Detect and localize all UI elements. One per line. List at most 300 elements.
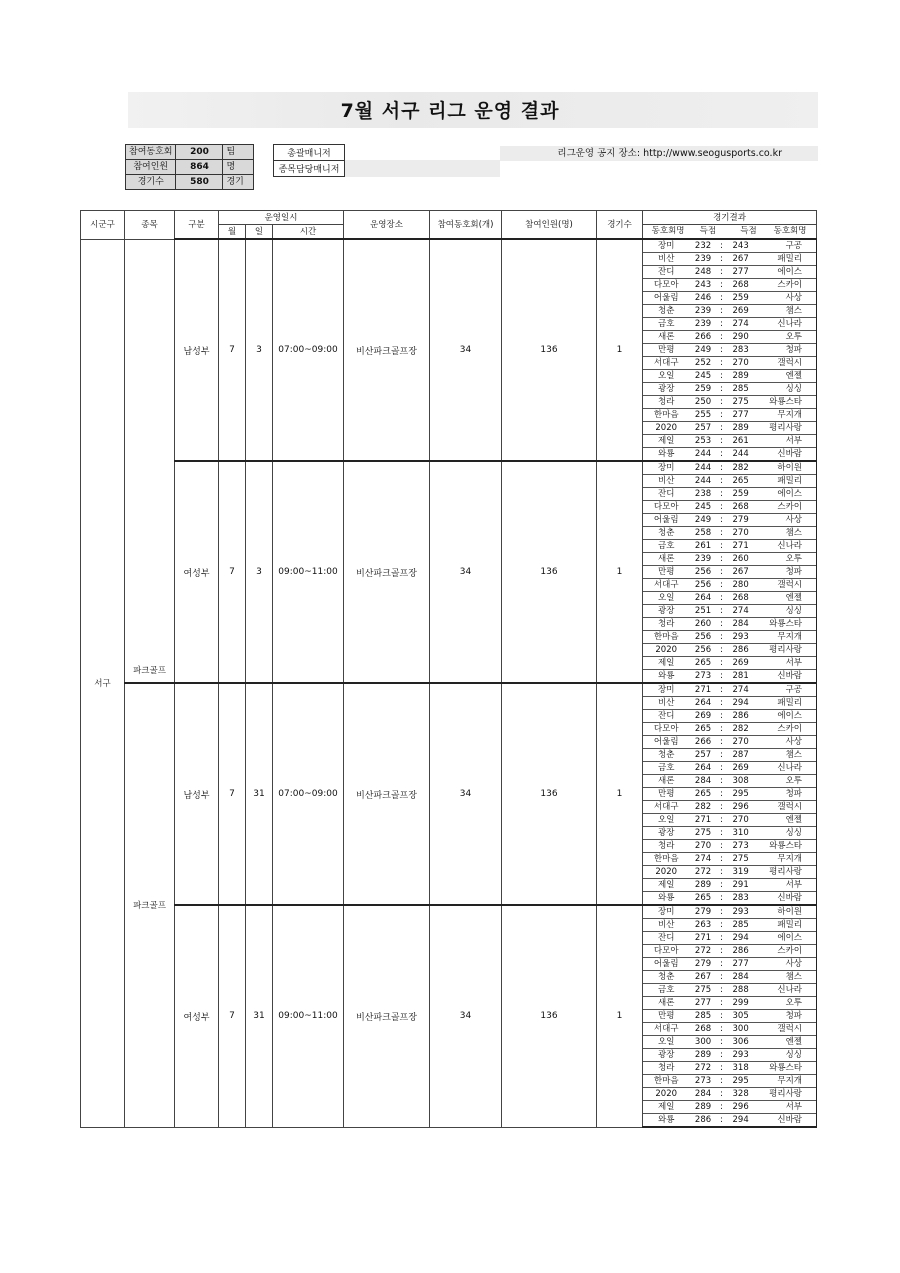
club-a-name: 광장 xyxy=(643,605,689,618)
score-separator: : xyxy=(717,370,727,383)
club-b-score: 274 xyxy=(726,318,755,331)
result-cell xyxy=(643,239,817,461)
club-b-score: 260 xyxy=(726,553,755,566)
club-a-score: 266 xyxy=(689,736,716,749)
result-row xyxy=(643,566,816,579)
club-b-score: 293 xyxy=(726,631,755,644)
club-a-name: 청춘 xyxy=(643,305,689,318)
club-a-name: 와룡 xyxy=(658,448,675,459)
sport-cell: 파크골프 xyxy=(125,239,175,683)
club-b-score: 280 xyxy=(726,579,755,592)
clubs-count-cell: 34 xyxy=(430,239,502,461)
club-b-name: 서부 xyxy=(755,1101,816,1114)
club-b-name: 하이원 xyxy=(755,906,816,919)
club-a-score: 251 xyxy=(689,605,716,618)
general-manager-label: 총괄매니저 xyxy=(274,145,345,161)
club-a-name: 서대구 xyxy=(643,357,689,370)
result-row xyxy=(643,853,816,866)
result-subheader xyxy=(643,226,816,238)
club-b-name: 청파 xyxy=(755,788,816,801)
people-count-cell: 136 xyxy=(502,683,597,905)
score-separator: : xyxy=(717,644,727,657)
result-row xyxy=(643,1023,816,1036)
club-b-score: 293 xyxy=(726,906,755,919)
header-day: 일 xyxy=(246,225,273,240)
result-row xyxy=(643,448,816,461)
club-a-name: 2020 xyxy=(643,1088,689,1101)
score-separator: : xyxy=(717,1075,727,1088)
score-separator: : xyxy=(717,514,727,527)
club-b-score: 270 xyxy=(726,527,755,540)
club-b-score: 277 xyxy=(726,266,755,279)
club-a-score: 274 xyxy=(689,853,716,866)
club-b-score: 282 xyxy=(726,462,755,475)
score-separator: : xyxy=(717,488,727,501)
score-separator: : xyxy=(717,279,727,292)
club-a-score: 256 xyxy=(689,631,716,644)
club-a-score: 272 xyxy=(689,1062,716,1075)
club-a-score: 275 xyxy=(689,827,716,840)
score-separator: : xyxy=(717,853,727,866)
club-b-score: 305 xyxy=(726,1010,755,1023)
day-cell: 31 xyxy=(246,683,273,905)
result-row xyxy=(643,553,816,566)
result-row xyxy=(643,644,816,657)
result-row xyxy=(643,435,816,448)
club-b-score: 295 xyxy=(726,788,755,801)
score-separator: : xyxy=(717,801,727,814)
score-separator: : xyxy=(717,945,727,958)
club-a-score: 265 xyxy=(689,657,716,670)
club-a-score: 265 xyxy=(689,788,716,801)
summary-value: 864 xyxy=(176,160,223,175)
time-cell: 07:00~09:00 xyxy=(273,683,344,905)
score-separator: : xyxy=(717,1036,727,1049)
club-a-name: 다모아 xyxy=(643,945,689,958)
club-b-score: 290 xyxy=(726,331,755,344)
score-separator: : xyxy=(717,579,727,592)
score-separator: : xyxy=(719,670,723,681)
header-sport: 종목 xyxy=(125,211,175,240)
club-a-score: 279 xyxy=(689,906,716,919)
club-b-name: 신바람 xyxy=(777,1114,803,1125)
header-people: 참여인원(명) xyxy=(502,211,597,240)
result-row xyxy=(643,1114,816,1127)
summary-row xyxy=(126,175,254,190)
result-row xyxy=(643,462,816,475)
header-score-b: 득점 xyxy=(740,226,757,236)
club-b-name: 신나라 xyxy=(755,318,816,331)
score-separator: : xyxy=(717,697,727,710)
results-table xyxy=(80,210,817,1128)
day-cell: 3 xyxy=(246,461,273,683)
score-separator: : xyxy=(717,1062,727,1075)
people-count-cell: 136 xyxy=(502,239,597,461)
score-separator: : xyxy=(717,879,727,892)
result-row xyxy=(643,958,816,971)
people-count-cell: 136 xyxy=(502,461,597,683)
club-a-score: 268 xyxy=(689,1023,716,1036)
score-separator: : xyxy=(717,318,727,331)
club-a-name: 새론 xyxy=(643,775,689,788)
score-separator: : xyxy=(717,409,727,422)
score-separator: : xyxy=(717,292,727,305)
day-cell: 3 xyxy=(246,239,273,461)
score-separator: : xyxy=(717,932,727,945)
club-b-score: 296 xyxy=(726,1101,755,1114)
result-row xyxy=(643,527,816,540)
club-b-score: 269 xyxy=(726,657,755,670)
score-separator: : xyxy=(717,866,727,879)
club-b-name: 평리사랑 xyxy=(755,1088,816,1101)
games-count-cell: 1 xyxy=(597,683,643,905)
club-b-name: 사상 xyxy=(755,292,816,305)
club-b-score: 274 xyxy=(726,605,755,618)
score-separator: : xyxy=(717,723,727,736)
result-row xyxy=(643,788,816,801)
club-b-score: 284 xyxy=(726,618,755,631)
club-a-score: 232 xyxy=(689,240,716,253)
result-list xyxy=(643,684,816,904)
result-row xyxy=(643,422,816,435)
club-b-name: 에이스 xyxy=(755,488,816,501)
block-row xyxy=(81,461,817,683)
result-row xyxy=(643,1075,816,1088)
club-a-name: 어울림 xyxy=(643,292,689,305)
result-row xyxy=(643,279,816,292)
club-b-score: 288 xyxy=(726,984,755,997)
club-a-score: 261 xyxy=(689,540,716,553)
club-a-name: 잔디 xyxy=(643,266,689,279)
club-a-score: 263 xyxy=(689,919,716,932)
club-a-name: 광장 xyxy=(643,1049,689,1062)
club-b-score: 282 xyxy=(726,723,755,736)
result-row xyxy=(643,331,816,344)
time-cell: 09:00~11:00 xyxy=(273,461,344,683)
club-b-name: 스카이 xyxy=(755,945,816,958)
club-a-score: 244 xyxy=(694,448,712,459)
score-separator: : xyxy=(719,892,723,903)
result-list xyxy=(643,240,816,460)
club-a-score: 286 xyxy=(694,1114,712,1125)
result-row xyxy=(643,710,816,723)
club-a-name: 제일 xyxy=(643,1101,689,1114)
club-a-score: 289 xyxy=(689,1101,716,1114)
result-row xyxy=(643,762,816,775)
club-b-score: 308 xyxy=(726,775,755,788)
score-separator: : xyxy=(717,631,727,644)
score-separator: : xyxy=(717,383,727,396)
result-row xyxy=(643,723,816,736)
score-separator: : xyxy=(717,958,727,971)
club-a-name: 2020 xyxy=(643,644,689,657)
result-row xyxy=(643,827,816,840)
venue-cell: 비산파크골프장 xyxy=(344,905,430,1127)
result-row xyxy=(643,945,816,958)
venue-cell: 비산파크골프장 xyxy=(344,461,430,683)
club-b-name: 싱싱 xyxy=(755,383,816,396)
score-separator: : xyxy=(717,553,727,566)
header-datetime: 운영일시 xyxy=(219,211,344,225)
club-b-name: 싱싱 xyxy=(755,827,816,840)
score-separator: : xyxy=(719,448,723,459)
venue-cell: 비산파크골프장 xyxy=(344,239,430,461)
result-row xyxy=(643,357,816,370)
result-list xyxy=(643,906,816,1126)
club-a-name: 오일 xyxy=(643,814,689,827)
result-row xyxy=(643,370,816,383)
club-b-name: 사상 xyxy=(755,958,816,971)
result-row xyxy=(643,501,816,514)
club-a-name: 어울림 xyxy=(643,514,689,527)
summary-label: 참여인원 xyxy=(126,160,176,175)
header-result: 경기결과 xyxy=(643,211,817,225)
club-a-score: 269 xyxy=(689,710,716,723)
games-count-cell: 1 xyxy=(597,461,643,683)
club-a-score: 267 xyxy=(689,971,716,984)
club-a-score: 289 xyxy=(689,1049,716,1062)
club-a-score: 300 xyxy=(689,1036,716,1049)
sport-cell: 파크골프 xyxy=(125,683,175,1127)
block-row xyxy=(81,905,817,1127)
club-a-score: 239 xyxy=(689,318,716,331)
header-venue: 운영장소 xyxy=(344,211,430,240)
clubs-count-cell: 34 xyxy=(430,905,502,1127)
score-separator: : xyxy=(717,396,727,409)
club-a-score: 252 xyxy=(689,357,716,370)
club-b-name: 에이스 xyxy=(755,266,816,279)
header-row xyxy=(81,211,817,225)
club-b-name: 와룡스타 xyxy=(755,840,816,853)
club-b-score: 259 xyxy=(726,292,755,305)
score-separator: : xyxy=(717,462,727,475)
result-row xyxy=(643,292,816,305)
result-list xyxy=(643,462,816,682)
score-separator: : xyxy=(717,827,727,840)
club-a-name: 한마음 xyxy=(643,409,689,422)
result-row xyxy=(643,383,816,396)
result-cell xyxy=(643,461,817,683)
club-a-name: 잔디 xyxy=(643,932,689,945)
club-a-score: 257 xyxy=(689,749,716,762)
score-separator: : xyxy=(717,971,727,984)
club-b-name: 와룡스타 xyxy=(755,618,816,631)
club-b-score: 273 xyxy=(726,840,755,853)
club-a-name: 금호 xyxy=(643,318,689,331)
score-separator: : xyxy=(717,736,727,749)
club-b-score: 244 xyxy=(732,448,749,459)
club-b-score: 270 xyxy=(726,814,755,827)
result-row xyxy=(643,605,816,618)
club-a-name: 어울림 xyxy=(643,736,689,749)
summary-value: 200 xyxy=(176,145,223,160)
club-b-score: 277 xyxy=(726,409,755,422)
club-a-score: 264 xyxy=(689,762,716,775)
score-separator: : xyxy=(717,710,727,723)
result-row xyxy=(643,409,816,422)
club-a-score: 257 xyxy=(689,422,716,435)
summary-unit: 팀 xyxy=(223,145,254,160)
club-a-name: 청라 xyxy=(643,396,689,409)
club-a-score: 272 xyxy=(689,866,716,879)
club-b-name: 신나라 xyxy=(755,540,816,553)
score-separator: : xyxy=(717,906,727,919)
club-b-score: 294 xyxy=(726,697,755,710)
club-a-name: 장미 xyxy=(643,684,689,697)
result-row xyxy=(643,396,816,409)
summary-value: 580 xyxy=(176,175,223,190)
club-a-name: 한마음 xyxy=(643,853,689,866)
club-b-name: 신나라 xyxy=(755,762,816,775)
club-b-name: 엔젤 xyxy=(755,592,816,605)
result-cell xyxy=(643,905,817,1127)
summary-row xyxy=(126,145,254,160)
club-b-name: 스카이 xyxy=(755,723,816,736)
score-separator: : xyxy=(717,566,727,579)
club-b-score: 268 xyxy=(726,501,755,514)
club-b-score: 269 xyxy=(726,305,755,318)
club-a-score: 289 xyxy=(689,879,716,892)
club-a-score: 244 xyxy=(689,475,716,488)
time-cell: 09:00~11:00 xyxy=(273,905,344,1127)
sport-manager-label: 종목담당매니저 xyxy=(274,161,345,177)
club-b-score: 293 xyxy=(726,1049,755,1062)
result-row xyxy=(643,1062,816,1075)
club-a-score: 264 xyxy=(689,592,716,605)
club-b-name: 신바람 xyxy=(777,448,803,459)
score-separator: : xyxy=(717,475,727,488)
club-a-score: 239 xyxy=(689,253,716,266)
score-separator: : xyxy=(717,618,727,631)
manager-band xyxy=(344,160,500,177)
clubs-count-cell: 34 xyxy=(430,683,502,905)
club-a-name: 청춘 xyxy=(643,971,689,984)
result-row xyxy=(643,344,816,357)
result-row xyxy=(643,814,816,827)
club-a-name: 오일 xyxy=(643,370,689,383)
result-row xyxy=(643,997,816,1010)
club-a-name: 어울림 xyxy=(643,958,689,971)
club-b-name: 챔스 xyxy=(755,305,816,318)
club-b-score: 285 xyxy=(726,383,755,396)
result-row xyxy=(643,775,816,788)
club-a-score: 265 xyxy=(689,723,716,736)
club-b-score: 286 xyxy=(726,945,755,958)
club-b-name: 서부 xyxy=(755,435,816,448)
club-a-name: 제일 xyxy=(643,879,689,892)
club-b-score: 294 xyxy=(732,1114,749,1125)
month-cell: 7 xyxy=(219,905,246,1127)
club-a-score: 239 xyxy=(689,553,716,566)
club-b-name: 오투 xyxy=(755,553,816,566)
club-b-score: 267 xyxy=(726,566,755,579)
venue-cell: 비산파크골프장 xyxy=(344,683,430,905)
club-a-score: 273 xyxy=(694,670,712,681)
club-b-score: 300 xyxy=(726,1023,755,1036)
club-b-score: 277 xyxy=(726,958,755,971)
score-separator: : xyxy=(717,1088,727,1101)
club-b-score: 268 xyxy=(726,592,755,605)
result-row xyxy=(643,618,816,631)
score-separator: : xyxy=(717,1023,727,1036)
club-b-score: 267 xyxy=(726,253,755,266)
club-a-score: 249 xyxy=(689,514,716,527)
header-time: 시간 xyxy=(273,225,344,240)
club-b-name: 갤럭시 xyxy=(755,579,816,592)
club-a-name: 잔디 xyxy=(643,488,689,501)
club-a-score: 245 xyxy=(689,370,716,383)
club-b-name: 신바람 xyxy=(777,670,803,681)
club-a-score: 271 xyxy=(689,814,716,827)
games-count-cell: 1 xyxy=(597,239,643,461)
club-a-name: 서대구 xyxy=(643,579,689,592)
club-b-name: 와룡스타 xyxy=(755,1062,816,1075)
club-a-name: 한마음 xyxy=(643,1075,689,1088)
club-b-score: 268 xyxy=(726,279,755,292)
score-separator: : xyxy=(717,919,727,932)
club-b-name: 스카이 xyxy=(755,279,816,292)
score-separator: : xyxy=(717,657,727,670)
club-b-name: 사상 xyxy=(755,736,816,749)
club-a-score: 272 xyxy=(689,945,716,958)
score-separator: : xyxy=(717,266,727,279)
result-row xyxy=(643,919,816,932)
result-row xyxy=(643,670,816,683)
club-b-name: 패밀리 xyxy=(755,919,816,932)
club-a-name: 광장 xyxy=(643,383,689,396)
club-a-name: 비산 xyxy=(643,253,689,266)
result-row xyxy=(643,697,816,710)
club-b-name: 갤럭시 xyxy=(755,357,816,370)
score-separator: : xyxy=(717,357,727,370)
club-a-name: 한마음 xyxy=(643,631,689,644)
club-a-score: 265 xyxy=(694,892,712,903)
club-a-score: 256 xyxy=(689,566,716,579)
club-b-name: 챔스 xyxy=(755,749,816,762)
result-row xyxy=(643,475,816,488)
result-row xyxy=(643,932,816,945)
score-separator: : xyxy=(717,840,727,853)
club-a-score: 258 xyxy=(689,527,716,540)
club-a-score: 279 xyxy=(689,958,716,971)
club-a-score: 271 xyxy=(689,932,716,945)
result-row xyxy=(643,592,816,605)
club-b-score: 269 xyxy=(726,762,755,775)
score-separator: : xyxy=(717,1010,727,1023)
club-b-score: 296 xyxy=(726,801,755,814)
score-separator: : xyxy=(717,1049,727,1062)
club-a-name: 청라 xyxy=(643,840,689,853)
result-row xyxy=(643,879,816,892)
club-a-score: 284 xyxy=(689,775,716,788)
club-a-name: 장미 xyxy=(643,240,689,253)
club-b-name: 무지개 xyxy=(755,853,816,866)
header-score-a: 득점 xyxy=(699,226,717,236)
header-division: 구분 xyxy=(175,211,219,240)
club-a-score: 285 xyxy=(689,1010,716,1023)
club-b-name: 서부 xyxy=(755,879,816,892)
score-separator: : xyxy=(717,501,727,514)
club-b-score: 261 xyxy=(726,435,755,448)
club-b-score: 283 xyxy=(726,344,755,357)
manager-table xyxy=(273,144,345,177)
club-a-score: 282 xyxy=(689,801,716,814)
club-b-score: 284 xyxy=(726,971,755,984)
club-b-name: 무지개 xyxy=(755,1075,816,1088)
club-a-score: 250 xyxy=(689,396,716,409)
result-row xyxy=(643,801,816,814)
club-a-score: 260 xyxy=(689,618,716,631)
